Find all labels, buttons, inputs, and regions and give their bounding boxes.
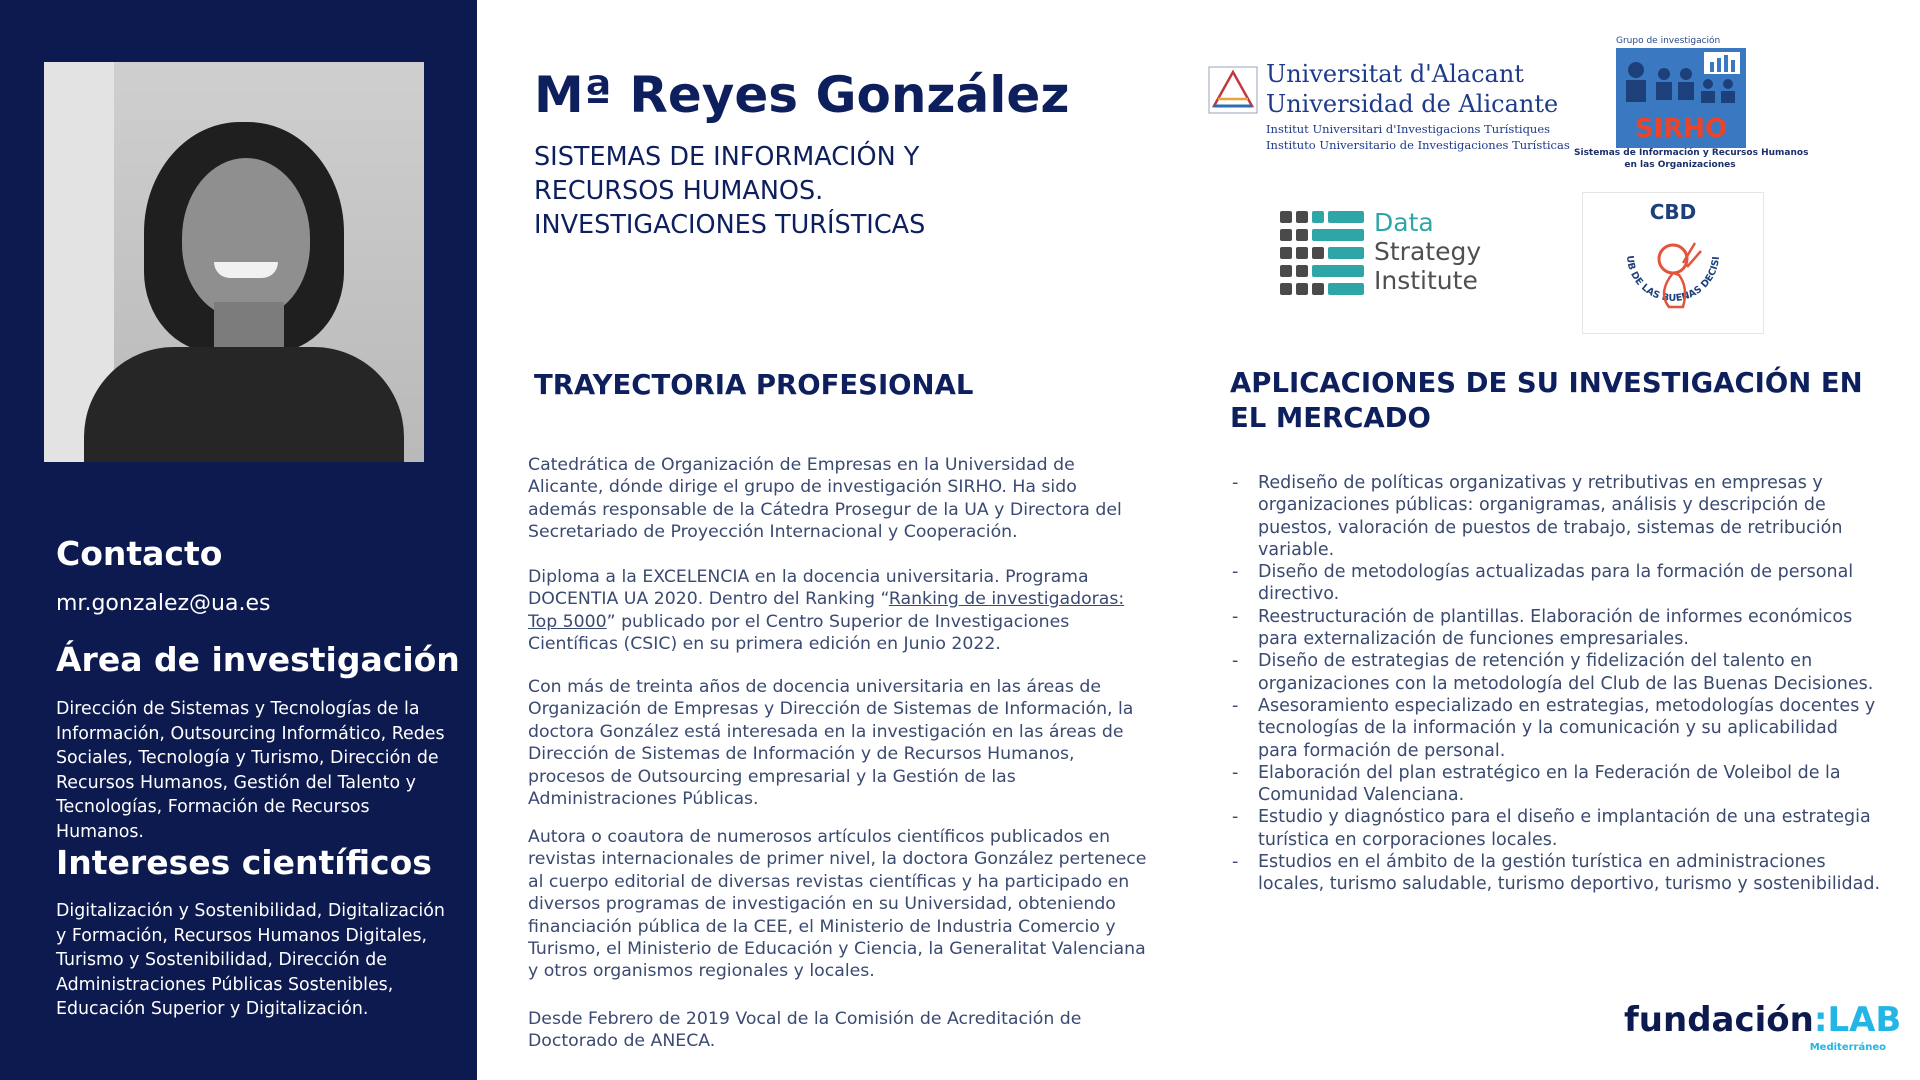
career-heading: TRAYECTORIA PROFESIONAL xyxy=(534,369,974,401)
list-item xyxy=(1222,650,1882,695)
text-line: Administraciones Públicas. xyxy=(528,789,759,810)
career-paragraph xyxy=(528,826,1178,983)
text-fragment: ” publicado por el Centro Superior de Investigaciones xyxy=(606,611,1070,632)
fundacion-word: fundación xyxy=(1624,1000,1814,1040)
list-item xyxy=(1222,606,1882,651)
list-item-text: Asesoramiento especializado en estrategias, metodologías docentes y tecnologías de la información y la comunicación y su aplicabilidad para formación de personal. xyxy=(1258,695,1876,761)
text-line: Dirección de Sistemas de Información y de Recursos Humanos, xyxy=(528,744,1075,765)
list-item-text: Rediseño de políticas organizativas y retributivas en empresas y organizaciones públicas: organigramas, análisis y descripción de puestos, valoración de puestos de trabajo, sistemas de retribución variable. xyxy=(1258,473,1843,560)
text-line: además responsable de la Cátedra Prosegur de la UA y Directora del xyxy=(528,499,1122,520)
research-area-text: Dirección de Sistemas y Tecnologías de la Información, Outsourcing Informático, Redes Sociales, Tecnología y Turismo, Dirección de Recursos Humanos, Gestión del Talento y Tecnologías, Formación de Recursos Humanos. xyxy=(56,699,445,842)
text-line: Doctorado de ANECA. xyxy=(528,1031,716,1052)
ua-line3: Institut Universitari d'Investigacions Turístiques xyxy=(1266,122,1551,136)
text-line: procesos de Outsourcing empresarial y la Gestión de las xyxy=(528,766,1016,787)
career-paragraph xyxy=(528,676,1178,810)
list-item xyxy=(1222,762,1882,807)
ua-mark-icon xyxy=(1208,66,1258,114)
list-item xyxy=(1222,472,1882,561)
sirho-caption-line2: en las Organizaciones xyxy=(1624,160,1736,170)
sirho-logo xyxy=(1574,36,1809,176)
text-line: Secretariado de Proyección Internacional y Cooperación. xyxy=(528,522,1018,543)
bullet-dash: - xyxy=(1232,852,1239,873)
list-item-text: Reestructuración de plantillas. Elaboración de informes económicos para externalización de funciones empresariales. xyxy=(1258,606,1853,650)
bullet-dash: - xyxy=(1232,807,1239,828)
bullet-dash: - xyxy=(1232,562,1239,583)
contact-heading: Contacto xyxy=(56,534,223,573)
career-paragraph xyxy=(528,566,1178,656)
person-subtitle xyxy=(534,140,925,242)
interests-heading: Intereses científicos xyxy=(56,843,432,882)
list-item-text: Elaboración del plan estratégico en la Federación de Voleibol de la Comunidad Valenciana. xyxy=(1258,762,1841,806)
people-network-icon xyxy=(1616,48,1746,114)
ua-line4: Instituto Universitario de Investigaciones Turísticas xyxy=(1266,138,1570,152)
sirho-word: SIRHO xyxy=(1634,114,1728,144)
text-line: Desde Febrero de 2019 Vocal de la Comisión de Acreditación de xyxy=(528,1009,1082,1029)
fundacion-sub: Mediterráneo xyxy=(1809,1042,1886,1053)
contact-email[interactable]: mr.gonzalez@ua.es xyxy=(56,591,271,616)
list-item xyxy=(1222,851,1882,896)
person-name: Mª Reyes González xyxy=(534,66,1070,124)
list-item-text: Estudios en el ámbito de la gestión turística en administraciones locales, turismo saludable, turismo deportivo, turismo y sostenibilidad. xyxy=(1258,852,1881,895)
club-buenas-decisiones-logo xyxy=(1582,192,1764,334)
interests-text: Digitalización y Sostenibilidad, Digitalización y Formación, Recursos Humanos Digitales, Turismo y Sostenibilidad, Dirección de Administraciones Públicas Sostenibles, Educación Superior y Digitalización. xyxy=(56,901,445,1019)
bullet-dash: - xyxy=(1232,473,1239,493)
brick-grid-icon xyxy=(1280,211,1364,295)
heading-line: EL MERCADO xyxy=(1230,402,1431,434)
bullet-dash: - xyxy=(1232,651,1239,672)
ua-line1: Universitat d'Alacant xyxy=(1266,60,1524,88)
fundacion-lab-logo xyxy=(1624,1000,1902,1060)
text-line: doctora González está interesada en la investigación en las áreas de xyxy=(528,721,1124,742)
research-area-heading: Área de investigación xyxy=(56,640,460,679)
applications-list xyxy=(1222,472,1882,896)
text-line: Turismo, el Ministerio de Educación y Ciencia, la Generalitat Valenciana xyxy=(528,939,1146,960)
text-line: Organización de Empresas y Dirección de Sistemas de Información, la xyxy=(528,699,1134,720)
text-line: Diploma a la EXCELENCIA en la docencia universitaria. Programa xyxy=(528,567,1089,587)
fundacion-lab: :LAB xyxy=(1813,1000,1902,1040)
bullet-dash: - xyxy=(1232,695,1239,716)
cbd-title: CBD xyxy=(1649,200,1697,224)
career-paragraph xyxy=(528,1008,1178,1053)
universidad-alicante-logo xyxy=(1208,60,1570,160)
applications-heading xyxy=(1230,366,1863,436)
text-line xyxy=(528,588,1178,610)
text-line: revistas internacionales de primer nivel, la doctora González pertenece xyxy=(528,849,1147,870)
career-paragraph xyxy=(528,454,1178,544)
ranking-link[interactable]: Top 5000 xyxy=(528,611,607,632)
text-line: y otros organismos regionales y locales. xyxy=(528,961,875,982)
ranking-link[interactable]: Ranking de investigadoras: xyxy=(888,589,1125,610)
text-line: Científicas (CSIC) en su primera edición en Junio 2022. xyxy=(528,634,1001,655)
cbd-emblem-icon xyxy=(1583,193,1763,333)
sirho-caption-line1: Sistemas de Información y Recursos Humanos xyxy=(1574,148,1809,158)
text-line: Autora o coautora de numerosos artículos científicos publicados en xyxy=(528,827,1111,847)
ua-line2: Universidad de Alicante xyxy=(1266,90,1559,118)
list-item xyxy=(1222,561,1882,606)
data-strategy-institute-logo xyxy=(1280,208,1500,298)
profile-photo xyxy=(44,62,424,462)
text-line: al cuerpo editorial de diversas revistas científicas y ha participado en xyxy=(528,871,1130,892)
dsi-line2: Strategy xyxy=(1374,237,1482,266)
bullet-dash: - xyxy=(1232,762,1239,783)
text-fragment: DOCENTIA UA 2020. Dentro del Ranking “ xyxy=(528,589,889,610)
list-item xyxy=(1222,806,1882,851)
bullet-dash: - xyxy=(1232,606,1239,627)
subtitle-line: INVESTIGACIONES TURÍSTICAS xyxy=(534,210,926,240)
text-line: diversos programas de investigación en su Universidad, obteniendo xyxy=(528,894,1116,915)
list-item-text: Diseño de estrategias de retención y fidelización del talento en organizaciones con la metodología del Club de las Buenas Decisiones. xyxy=(1258,651,1874,694)
text-line: financiación pública de la CEE, el Ministerio de Industria Comercio y xyxy=(528,916,1116,937)
dsi-line3: Institute xyxy=(1374,266,1478,295)
text-line xyxy=(528,611,1178,633)
subtitle-line: SISTEMAS DE INFORMACIÓN Y xyxy=(534,142,920,172)
list-item-text: Diseño de metodologías actualizadas para la formación de personal directivo. xyxy=(1258,562,1854,605)
sidebar xyxy=(0,0,477,1080)
sirho-top-text: Grupo de investigación xyxy=(1616,36,1721,46)
list-item-text: Estudio y diagnóstico para el diseño e implantación de una estrategia turística en corporaciones locales. xyxy=(1258,807,1871,850)
heading-line: APLICACIONES DE SU INVESTIGACIÓN EN xyxy=(1230,367,1863,399)
cbd-ring-text: UB DE LAS BUENAS DECISI xyxy=(1623,254,1722,305)
text-line: Catedrática de Organización de Empresas en la Universidad de xyxy=(528,455,1075,475)
dsi-line1: Data xyxy=(1374,208,1434,237)
text-line: Con más de treinta años de docencia universitaria en las áreas de xyxy=(528,677,1101,697)
list-item xyxy=(1222,695,1882,762)
text-line: Alicante, dónde dirige el grupo de investigación SIRHO. Ha sido xyxy=(528,477,1077,498)
fundacion-wordmark xyxy=(1624,1000,1901,1040)
subtitle-line: RECURSOS HUMANOS. xyxy=(534,176,824,206)
